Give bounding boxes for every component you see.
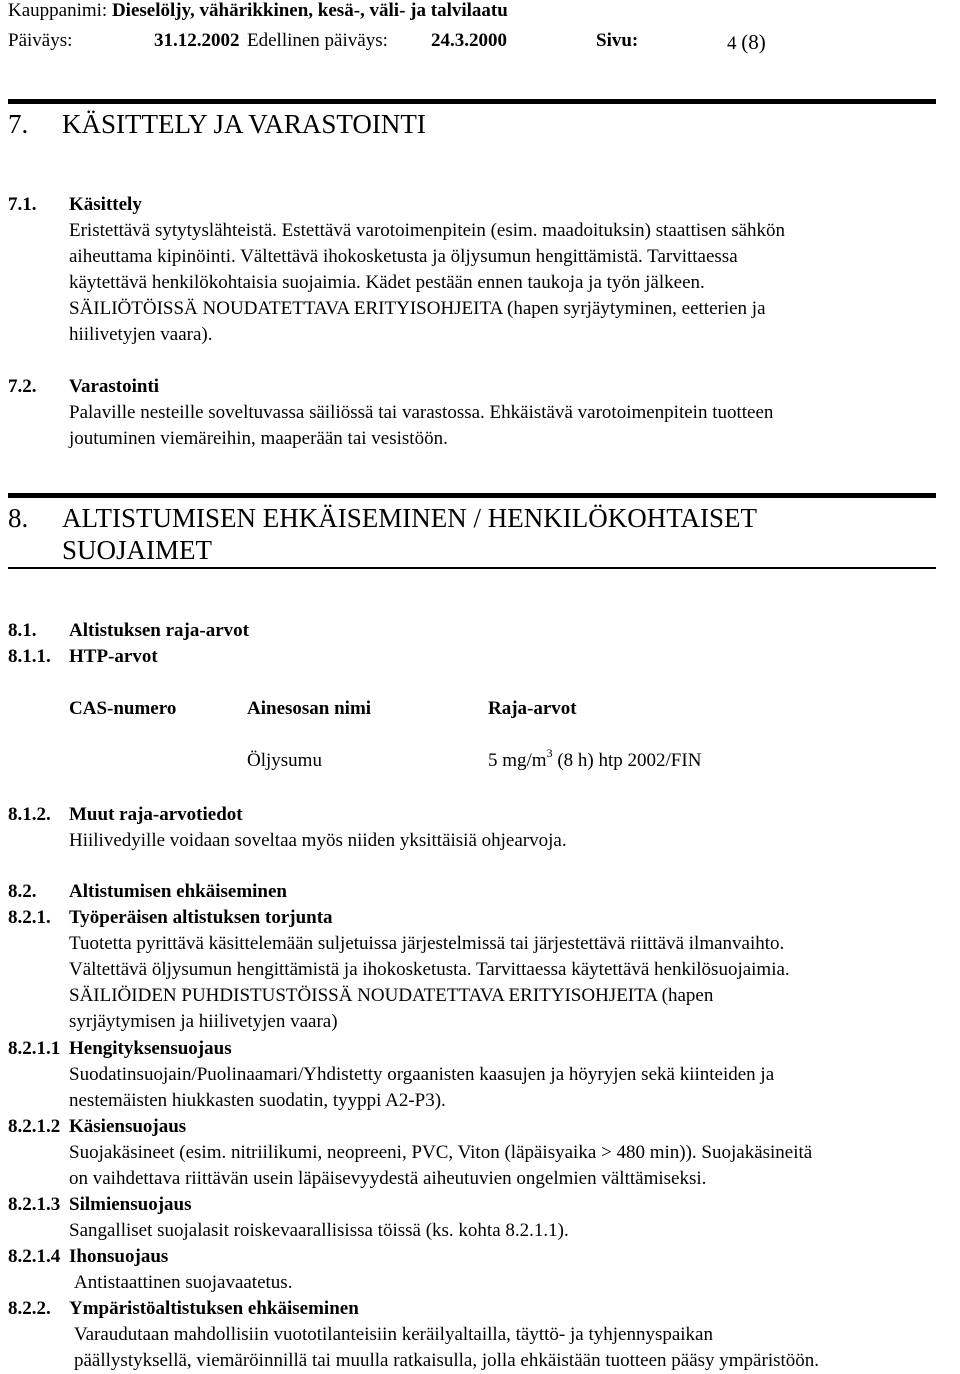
section-8-2-1-2-number: 8.2.1.2 [8,1116,61,1137]
section-7-number: 7. [8,109,29,139]
section-8-1-2-number: 8.1.2. [8,804,51,825]
section-7-2-line: joutuminen viemäreihin, maaperään tai vesistöön. [69,428,448,449]
section-7-1-title: Käsittely [69,194,142,215]
section-8-1-2-title: Muut raja-arvotiedot [69,804,243,825]
section-8-2-1-2-line: Suojakäsineet (esim. nitriilikumi, neopreeni, PVC, Viton (läpäisyaika > 480 min)). Suojakäsineitä [69,1142,813,1163]
section-7-1-number: 7.1. [8,194,37,215]
section-7-1-line: aiheuttama kipinöinti. Vältettävä ihokosketusta ja öljysumun hengittämistä. Tarvittaessa [69,246,738,267]
section-7-1-line: SÄILIÖTÖISSÄ NOUDATETTAVA ERITYISOHJEITA (hapen syrjäytyminen, eetterien ja [69,298,766,319]
header-product-line [8,0,508,22]
prev-date-label: Edellinen päiväys: [247,30,388,51]
section-8-2-1-3-title: Silmiensuojaus [69,1194,192,1215]
section-8-2-1-3-number: 8.2.1.3 [8,1194,61,1215]
section-8-2-1-line: syrjäytymisen ja hiilivetyjen vaara) [69,1011,338,1032]
table-header-limit: Raja-arvot [488,698,577,719]
section-7-top-rule [8,99,936,104]
section-7-2-line: Palaville nesteille soveltuvassa säiliössä tai varastossa. Ehkäistävä varotoimenpitein tuotteen [69,402,774,423]
limit-value-post: (8 h) htp 2002/FIN [552,750,702,771]
table-cell-limit [488,746,702,772]
section-8-2-1-3-text: Sangalliset suojalasit roiskevaarallisissa töissä (ks. kohta 8.2.1.1). [69,1220,569,1241]
section-8-2-2-number: 8.2.2. [8,1298,51,1319]
section-8-1-2-text: Hiilivedyille voidaan soveltaa myös niiden yksittäisiä ohjearvoja. [69,830,567,851]
section-7-2-number: 7.2. [8,376,37,397]
section-8-2-1-1-title: Hengityksensuojaus [69,1038,232,1059]
section-8-1-1-number: 8.1.1. [8,646,51,667]
date-value: 31.12.2002 [154,30,240,51]
date-label: Päiväys: [8,30,73,51]
product-name: Dieselöljy, vähärikkinen, kesä-, väli- ja talvilaatu [111,0,508,21]
section-8-2-title: Altistumisen ehkäiseminen [69,881,287,902]
section-8-2-1-1-number: 8.2.1.1 [8,1038,61,1059]
header-date-line [8,30,72,52]
section-8-bottom-rule [8,567,936,569]
section-8-title-line-2: SUOJAIMET [62,535,213,565]
limit-value-sup: 3 [546,746,553,760]
section-7-2-title: Varastointi [69,376,160,397]
page-number [727,30,766,55]
section-8-2-1-title: Työperäisen altistuksen torjunta [69,907,333,928]
section-8-2-1-2-line: on vaihdettava riittävän usein läpäisevyydestä aiheutuvien ongelmien välttämiseksi. [69,1168,707,1189]
page-total: (8) [741,30,766,54]
limit-value-pre: 5 mg/m [488,750,547,771]
section-8-2-1-line: Vältettävä öljysumun hengittämistä ja ihokosketusta. Tarvittaessa käytettävä henkilösuojaimia. [69,959,790,980]
section-8-2-2-title: Ympäristöaltistuksen ehkäiseminen [69,1298,359,1319]
section-7-title: KÄSITTELY JA VARASTOINTI [62,109,426,139]
section-8-2-1-line: SÄILIÖIDEN PUHDISTUSTÖISSÄ NOUDATETTAVA ERITYISOHJEITA (hapen [69,985,714,1006]
page-num: 4 [727,33,737,54]
section-8-1-1-title: HTP-arvot [69,646,158,667]
section-8-top-rule [8,493,936,498]
section-7-1-line: käytettävä henkilökohtaisia suojaimia. Kädet pestään ennen taukoja ja työn jälkeen. [69,272,705,293]
table-cell-name: Öljysumu [247,750,322,771]
table-header-cas: CAS-numero [69,698,177,719]
section-8-2-1-1-line: nestemäisten hiukkasten suodatin, tyyppi A2-P3). [69,1090,446,1111]
section-8-title-line-1: ALTISTUMISEN EHKÄISEMINEN / HENKILÖKOHTAISET [62,503,758,533]
section-8-2-1-4-text: Antistaattinen suojavaatetus. [74,1272,293,1293]
table-header-name: Ainesosan nimi [247,698,372,719]
page-label: Sivu: [596,30,639,51]
section-8-2-number: 8.2. [8,881,37,902]
section-8-1-number: 8.1. [8,620,37,641]
section-8-2-2-line: Varaudutaan mahdollisiin vuototilanteisiin keräilyaltailla, täyttö- ja tyhjennyspaikan [74,1324,713,1345]
prev-date-value: 24.3.2000 [431,30,507,51]
section-8-2-1-line: Tuotetta pyrittävä käsittelemään suljetuissa järjestelmissä tai järjestettävä riittävä ilmanvaihto. [69,933,785,954]
section-7-1-line: hiilivetyjen vaara). [69,324,213,345]
section-8-1-title: Altistuksen raja-arvot [69,620,249,641]
section-8-2-1-1-line: Suodatinsuojain/Puolinaamari/Yhdistetty orgaanisten kaasujen ja höyryjen sekä kiinteiden ja [69,1064,775,1085]
section-8-2-1-4-number: 8.2.1.4 [8,1246,61,1267]
section-8-2-1-number: 8.2.1. [8,907,51,928]
section-8-2-1-2-title: Käsiensuojaus [69,1116,187,1137]
section-8-2-2-line: päällystyksellä, viemäröinnillä tai muulla ratkaisulla, jolla ehkäistään tuotteen pääsy ympäristöön. [74,1350,820,1371]
section-7-1-line: Eristettävä sytytyslähteistä. Estettävä varotoimenpitein (esim. maadoituksin) staattisen sähkön [69,220,786,241]
section-8-2-1-4-title: Ihonsuojaus [69,1246,169,1267]
product-label: Kauppanimi: [8,0,108,21]
section-8-number: 8. [8,503,29,533]
